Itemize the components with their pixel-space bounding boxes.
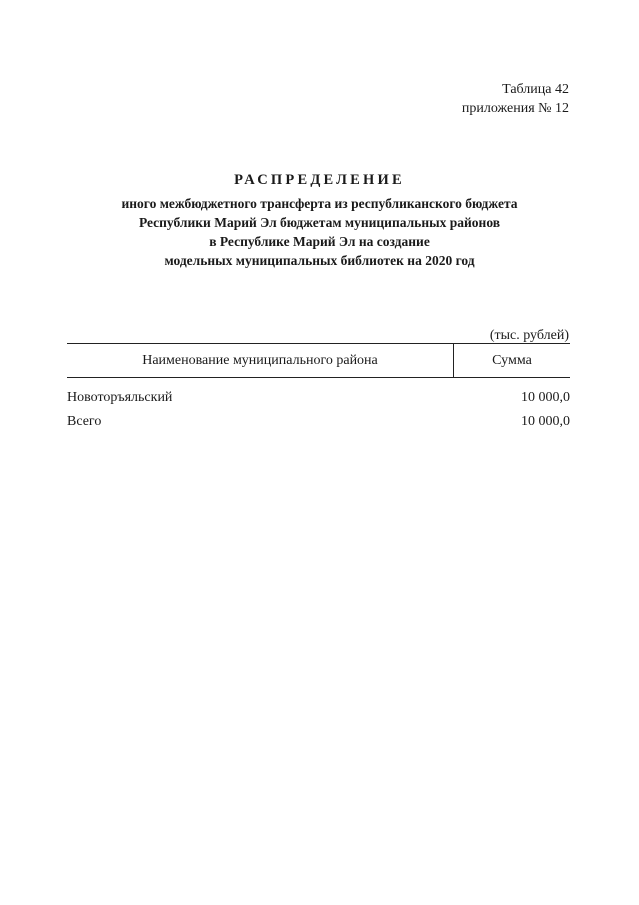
subtitle-line: иного межбюджетного трансферта из республиканского бюджета [121, 196, 518, 211]
table-number: Таблица 42 [502, 82, 569, 97]
subtitle-line: Республики Марий Эл бюджетам муниципальных районов [138, 215, 501, 230]
appendix-number: приложения № 12 [461, 101, 569, 116]
subtitle-line: в Республике Марий Эл на создание [209, 234, 430, 249]
document-subtitle [0, 194, 639, 270]
column-header-district: Наименование муниципального района [67, 344, 454, 377]
sum-cell: 10 000,0 [521, 390, 570, 405]
subtitle-line: модельных муниципальных библиотек на 2020 год [164, 253, 475, 268]
table-row [67, 388, 570, 412]
document-title: РАСПРЕДЕЛЕНИЕ [234, 172, 405, 188]
column-header-sum: Сумма [492, 353, 532, 368]
units-label: (тыс. рублей) [489, 328, 569, 343]
distribution-table [67, 343, 570, 436]
table-reference [462, 80, 569, 118]
district-name-cell: Новоторъяльский [67, 390, 173, 405]
table-row-total [67, 412, 570, 436]
total-sum-cell: 10 000,0 [521, 414, 570, 429]
total-label-cell: Всего [67, 414, 102, 429]
table-header [67, 343, 570, 378]
